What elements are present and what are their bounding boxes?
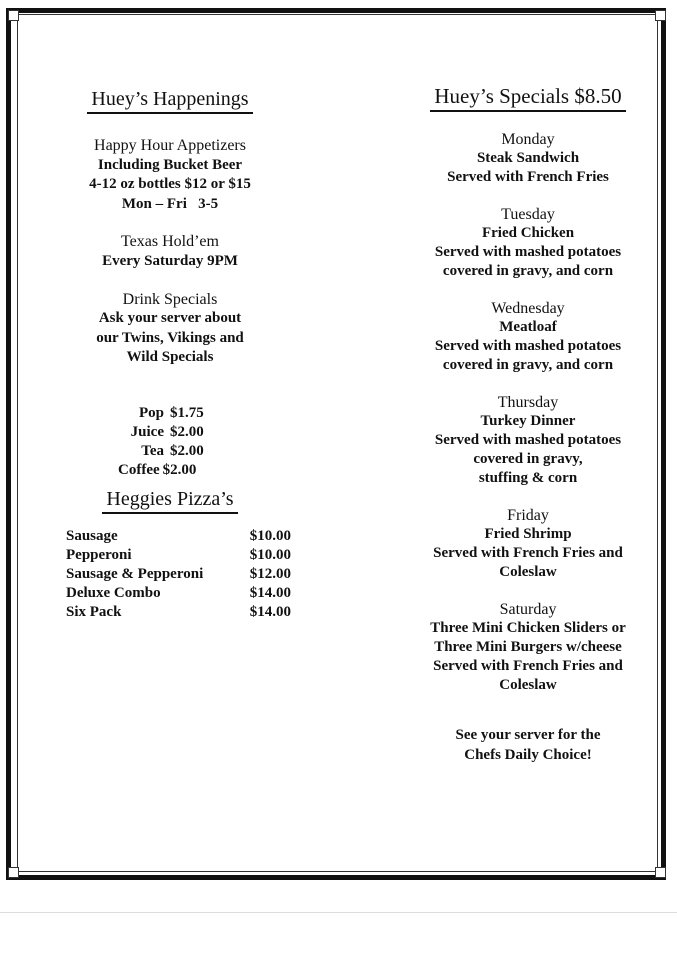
pizza-name: Pepperoni: [66, 547, 132, 563]
day-line: stuffing & corn: [478, 470, 578, 486]
day-line: Turkey Dinner: [480, 413, 576, 429]
special-day-tuesday: [412, 205, 644, 281]
border-corner-ornament: [8, 867, 19, 878]
special-day-monday: [412, 130, 644, 187]
drink-row: [118, 461, 222, 480]
drink-name: Coffee: [118, 461, 160, 478]
drink-name: Pop: [138, 404, 164, 421]
day-line: covered in gravy, and corn: [442, 357, 614, 373]
day-name: Thursday: [497, 394, 559, 411]
day-line: Served with mashed potatoes: [434, 432, 622, 448]
border-corner-ornament: [655, 10, 666, 21]
holdem-title: Texas Hold’em: [121, 233, 219, 251]
day-line: covered in gravy,: [473, 451, 583, 467]
day-name: Saturday: [499, 601, 557, 618]
pizza-name: Sausage: [66, 528, 118, 544]
pizza-name: Deluxe Combo: [66, 585, 161, 601]
pizza-row: [66, 547, 291, 566]
pizza-price: $10.00: [249, 528, 291, 544]
footer-line: See your server for the: [455, 727, 601, 743]
day-name: Monday: [501, 131, 555, 148]
specials-title: Huey’s Specials $8.50: [430, 84, 625, 112]
day-name: Tuesday: [501, 206, 555, 223]
day-line: Served with French Fries: [447, 169, 609, 185]
happy-hour-block: [50, 136, 290, 214]
happenings-column: [50, 88, 290, 480]
drink-specials-line: Wild Specials: [126, 349, 214, 366]
drink-row: [118, 423, 222, 442]
day-line: Served with mashed potatoes: [434, 338, 622, 354]
special-day-saturday: [412, 600, 644, 695]
day-line: Fried Shrimp: [484, 526, 572, 542]
drink-price: $2.00: [170, 423, 204, 440]
day-line: Coleslaw: [499, 677, 557, 693]
pizza-price-list: [66, 528, 291, 623]
day-line: Three Mini Chicken Sliders or: [430, 620, 626, 636]
chefs-choice-note: [412, 725, 644, 765]
drink-specials-line: our Twins, Vikings and: [96, 329, 244, 346]
day-line: Served with mashed potatoes: [434, 244, 622, 260]
pizza-row: [66, 566, 291, 585]
drink-name: Tea: [141, 442, 164, 459]
happy-hour-title: Happy Hour Appetizers: [94, 137, 246, 154]
day-name: Wednesday: [491, 300, 565, 317]
pizza-row: [66, 585, 291, 604]
day-line: Meatloaf: [499, 319, 557, 335]
specials-column: [412, 84, 644, 765]
border-corner-ornament: [655, 867, 666, 878]
day-line: Steak Sandwich: [476, 150, 580, 166]
drink-price-list: [118, 404, 222, 480]
pizza-row: [66, 604, 291, 623]
day-line: Fried Chicken: [481, 225, 575, 241]
holdem-line: Every Saturday 9PM: [102, 252, 238, 269]
drink-name: Juice: [130, 423, 164, 440]
drink-row: [118, 404, 222, 423]
pizza-price: $14.00: [249, 604, 291, 620]
special-day-wednesday: [412, 299, 644, 375]
day-line: Served with French Fries and: [433, 545, 623, 561]
drink-specials-title: Drink Specials: [122, 290, 218, 308]
day-name: Friday: [507, 507, 549, 524]
day-line: covered in gravy, and corn: [442, 263, 614, 279]
pizza-row: [66, 528, 291, 547]
day-line: Coleslaw: [499, 564, 557, 580]
special-day-friday: [412, 506, 644, 582]
pizza-price: $10.00: [249, 547, 291, 563]
day-line: Three Mini Burgers w/cheese: [434, 639, 622, 655]
pizza-name: Sausage & Pepperoni: [66, 566, 204, 582]
pizza-name: Six Pack: [66, 604, 122, 620]
pizza-heading-wrap: [70, 488, 270, 514]
pizza-title: Heggies Pizza’s: [102, 488, 237, 514]
footer-line: Chefs Daily Choice!: [464, 747, 592, 763]
drink-row: [118, 442, 222, 461]
pizza-price: $12.00: [249, 566, 291, 582]
day-line: Served with French Fries and: [433, 658, 623, 674]
holdem-block: [50, 232, 290, 271]
special-day-thursday: [412, 393, 644, 488]
happenings-title: Huey’s Happenings: [87, 88, 252, 114]
drink-price: $2.00: [170, 442, 204, 459]
pizza-price: $14.00: [249, 585, 291, 601]
drink-specials-line: Ask your server about: [98, 310, 242, 327]
happy-hour-line: 4-12 oz bottles $12 or $15: [89, 176, 251, 193]
happy-hour-line: Mon – Fri 3-5: [121, 195, 219, 212]
drink-price: $1.75: [170, 404, 204, 421]
drink-specials-block: [50, 290, 290, 368]
happy-hour-line: Including Bucket Beer: [97, 156, 243, 173]
drink-price: $2.00: [162, 461, 197, 478]
border-corner-ornament: [8, 10, 19, 21]
page-edge-line: [0, 912, 677, 913]
